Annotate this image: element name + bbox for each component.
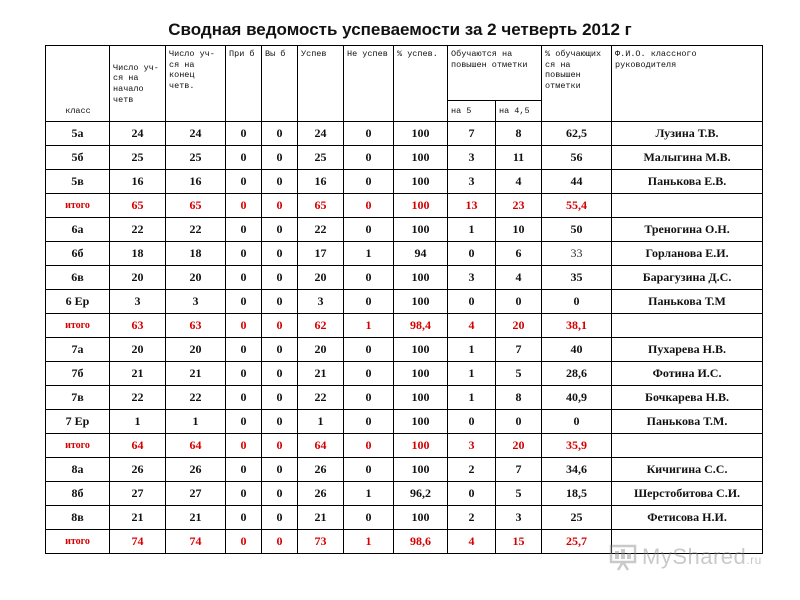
arrived-cell: 0 [226,386,262,410]
arrived-cell: 0 [226,146,262,170]
header-arrived: При б [226,46,262,122]
arrived-cell: 0 [226,266,262,290]
passing-cell: 22 [298,386,344,410]
teacher-cell: Фетисова Н.И. [612,506,763,530]
watermark-text: MyShared [642,544,747,569]
failing-cell: 0 [344,170,394,194]
students-start-cell: 16 [110,170,166,194]
students-end-cell: 3 [166,290,226,314]
passing-cell: 24 [298,122,344,146]
pct-passing-cell: 98,6 [394,530,448,554]
pct-passing-cell: 100 [394,290,448,314]
class-cell: 8б [46,482,110,506]
pct-advanced-cell: 34,6 [542,458,612,482]
pct-advanced-cell: 25,7 [542,530,612,554]
pct-advanced-cell: 0 [542,290,612,314]
pct-advanced-cell: 40,9 [542,386,612,410]
students-start-cell: 26 [110,458,166,482]
students-start-cell: 18 [110,242,166,266]
arrived-cell: 0 [226,170,262,194]
pct-advanced-cell: 50 [542,218,612,242]
table-row [46,506,763,530]
class-cell: итого [46,434,110,458]
left-cell: 0 [262,410,298,434]
arrived-cell: 0 [226,458,262,482]
students-start-cell: 65 [110,194,166,218]
teacher-cell: Шерстобитова С.И. [612,482,763,506]
teacher-cell [612,314,763,338]
students-end-cell: 18 [166,242,226,266]
header-teacher: Ф.И.О. классного руководителя [612,46,763,122]
class-cell: итого [46,314,110,338]
table-row [46,266,763,290]
students-start-cell: 1 [110,410,166,434]
left-cell: 0 [262,170,298,194]
grades-summary-table [45,45,763,554]
failing-cell: 0 [344,146,394,170]
students-start-cell: 21 [110,362,166,386]
students-end-cell: 74 [166,530,226,554]
header-on-5: на 5 [448,101,496,122]
students-end-cell: 65 [166,194,226,218]
on-4-5-cell: 10 [496,218,542,242]
passing-cell: 64 [298,434,344,458]
passing-cell: 21 [298,506,344,530]
passing-cell: 62 [298,314,344,338]
on-5-cell: 13 [448,194,496,218]
pct-passing-cell: 100 [394,122,448,146]
teacher-cell [612,434,763,458]
header-class: класс [46,46,110,122]
teacher-cell [612,194,763,218]
table-row [46,482,763,506]
on-5-cell: 3 [448,266,496,290]
students-start-cell: 27 [110,482,166,506]
on-5-cell: 0 [448,410,496,434]
left-cell: 0 [262,386,298,410]
passing-cell: 1 [298,410,344,434]
passing-cell: 22 [298,218,344,242]
pct-advanced-cell: 28,6 [542,362,612,386]
pct-passing-cell: 98,4 [394,314,448,338]
on-4-5-cell: 8 [496,386,542,410]
class-cell: 6 Ер [46,290,110,314]
arrived-cell: 0 [226,506,262,530]
students-end-cell: 21 [166,506,226,530]
header-left: Вы б [262,46,298,122]
teacher-cell: Кичигина С.С. [612,458,763,482]
total-row [46,434,763,458]
on-4-5-cell: 7 [496,338,542,362]
arrived-cell: 0 [226,290,262,314]
left-cell: 0 [262,362,298,386]
header-passing: Успев [298,46,344,122]
on-4-5-cell: 4 [496,170,542,194]
pct-advanced-cell: 25 [542,506,612,530]
teacher-cell: Барагузина Д.С. [612,266,763,290]
class-cell: 7б [46,362,110,386]
pct-passing-cell: 100 [394,338,448,362]
total-row [46,194,763,218]
header-advanced: Обучаются на повышен отметки [448,46,542,101]
on-4-5-cell: 4 [496,266,542,290]
on-5-cell: 0 [448,482,496,506]
on-4-5-cell: 15 [496,530,542,554]
header-students-start: Число уч-ся на начало четв [110,46,166,122]
total-row [46,314,763,338]
left-cell: 0 [262,482,298,506]
students-start-cell: 25 [110,146,166,170]
presentation-icon [608,542,638,572]
students-end-cell: 22 [166,218,226,242]
pct-passing-cell: 100 [394,386,448,410]
failing-cell: 1 [344,530,394,554]
teacher-cell: Треногина О.Н. [612,218,763,242]
teacher-cell: Панькова Т.М [612,290,763,314]
left-cell: 0 [262,266,298,290]
left-cell: 0 [262,314,298,338]
students-end-cell: 22 [166,386,226,410]
teacher-cell: Лузина Т.В. [612,122,763,146]
teacher-cell: Пухарева Н.В. [612,338,763,362]
class-cell: 6а [46,218,110,242]
teacher-cell: Панькова Е.В. [612,170,763,194]
students-end-cell: 63 [166,314,226,338]
left-cell: 0 [262,338,298,362]
failing-cell: 0 [344,386,394,410]
on-5-cell: 1 [448,386,496,410]
arrived-cell: 0 [226,434,262,458]
teacher-cell: Панькова Т.М. [612,410,763,434]
pct-advanced-cell: 38,1 [542,314,612,338]
on-4-5-cell: 20 [496,314,542,338]
passing-cell: 20 [298,266,344,290]
arrived-cell: 0 [226,362,262,386]
students-start-cell: 21 [110,506,166,530]
pct-advanced-cell: 40 [542,338,612,362]
pct-passing-cell: 100 [394,218,448,242]
header-failing: Не успев [344,46,394,122]
students-end-cell: 1 [166,410,226,434]
class-cell: 8в [46,506,110,530]
failing-cell: 0 [344,266,394,290]
pct-advanced-cell: 44 [542,170,612,194]
on-5-cell: 3 [448,434,496,458]
table-row [46,362,763,386]
on-5-cell: 2 [448,506,496,530]
class-cell: 6б [46,242,110,266]
arrived-cell: 0 [226,314,262,338]
teacher-cell: Фотина И.С. [612,362,763,386]
students-end-cell: 21 [166,362,226,386]
pct-advanced-cell: 56 [542,146,612,170]
class-cell: 6в [46,266,110,290]
left-cell: 0 [262,242,298,266]
students-start-cell: 64 [110,434,166,458]
failing-cell: 0 [344,362,394,386]
students-start-cell: 22 [110,386,166,410]
on-5-cell: 1 [448,338,496,362]
pct-advanced-cell: 35,9 [542,434,612,458]
students-end-cell: 26 [166,458,226,482]
left-cell: 0 [262,506,298,530]
pct-advanced-cell: 33 [542,242,612,266]
pct-advanced-cell: 0 [542,410,612,434]
table-row [46,170,763,194]
class-cell: 7а [46,338,110,362]
pct-passing-cell: 100 [394,458,448,482]
students-end-cell: 20 [166,266,226,290]
table-row [46,410,763,434]
pct-passing-cell: 100 [394,194,448,218]
watermark-ext: .ru [746,553,762,567]
on-4-5-cell: 5 [496,362,542,386]
passing-cell: 26 [298,482,344,506]
table-row [46,242,763,266]
arrived-cell: 0 [226,122,262,146]
on-4-5-cell: 23 [496,194,542,218]
header-pct-passing: % успев. [394,46,448,122]
pct-passing-cell: 100 [394,506,448,530]
failing-cell: 0 [344,338,394,362]
left-cell: 0 [262,146,298,170]
left-cell: 0 [262,218,298,242]
arrived-cell: 0 [226,338,262,362]
pct-passing-cell: 100 [394,410,448,434]
left-cell: 0 [262,530,298,554]
left-cell: 0 [262,434,298,458]
failing-cell: 0 [344,194,394,218]
failing-cell: 1 [344,242,394,266]
pct-passing-cell: 100 [394,362,448,386]
on-5-cell: 7 [448,122,496,146]
students-end-cell: 20 [166,338,226,362]
students-start-cell: 74 [110,530,166,554]
pct-passing-cell: 96,2 [394,482,448,506]
arrived-cell: 0 [226,482,262,506]
left-cell: 0 [262,290,298,314]
table-row [46,146,763,170]
on-5-cell: 0 [448,242,496,266]
students-start-cell: 20 [110,266,166,290]
pct-passing-cell: 100 [394,434,448,458]
table-row [46,122,763,146]
page-title: Сводная ведомость успеваемости за 2 четверть 2012 г [168,20,632,39]
on-5-cell: 1 [448,218,496,242]
on-4-5-cell: 20 [496,434,542,458]
students-start-cell: 63 [110,314,166,338]
passing-cell: 16 [298,170,344,194]
on-5-cell: 4 [448,314,496,338]
arrived-cell: 0 [226,242,262,266]
class-cell: 8а [46,458,110,482]
table-row [46,290,763,314]
failing-cell: 0 [344,506,394,530]
failing-cell: 1 [344,482,394,506]
passing-cell: 3 [298,290,344,314]
table-row [46,458,763,482]
class-cell: 7в [46,386,110,410]
failing-cell: 0 [344,122,394,146]
arrived-cell: 0 [226,410,262,434]
pct-advanced-cell: 18,5 [542,482,612,506]
passing-cell: 73 [298,530,344,554]
students-end-cell: 24 [166,122,226,146]
on-4-5-cell: 6 [496,242,542,266]
pct-passing-cell: 100 [394,266,448,290]
on-4-5-cell: 0 [496,410,542,434]
left-cell: 0 [262,458,298,482]
passing-cell: 21 [298,362,344,386]
pct-advanced-cell: 55,4 [542,194,612,218]
teacher-cell: Малыгина М.В. [612,146,763,170]
on-5-cell: 3 [448,146,496,170]
on-5-cell: 2 [448,458,496,482]
table-row [46,338,763,362]
students-end-cell: 64 [166,434,226,458]
on-4-5-cell: 3 [496,506,542,530]
students-start-cell: 24 [110,122,166,146]
passing-cell: 20 [298,338,344,362]
failing-cell: 0 [344,410,394,434]
on-4-5-cell: 5 [496,482,542,506]
class-cell: 5в [46,170,110,194]
class-cell: 7 Ер [46,410,110,434]
passing-cell: 25 [298,146,344,170]
pct-passing-cell: 94 [394,242,448,266]
class-cell: 5а [46,122,110,146]
left-cell: 0 [262,122,298,146]
failing-cell: 1 [344,314,394,338]
header-students-end: Число уч-ся на конец четв. [166,46,226,122]
header-pct-advanced: % обучающих ся на повышен отметки [542,46,612,122]
on-4-5-cell: 8 [496,122,542,146]
pct-passing-cell: 100 [394,170,448,194]
class-cell: итого [46,194,110,218]
on-5-cell: 4 [448,530,496,554]
passing-cell: 26 [298,458,344,482]
watermark [608,540,768,574]
students-start-cell: 20 [110,338,166,362]
students-start-cell: 3 [110,290,166,314]
class-cell: итого [46,530,110,554]
header-on-4-5: на 4,5 [496,101,542,122]
students-end-cell: 16 [166,170,226,194]
failing-cell: 0 [344,434,394,458]
class-cell: 5б [46,146,110,170]
on-4-5-cell: 11 [496,146,542,170]
teacher-cell: Бочкарева Н.В. [612,386,763,410]
table-row [46,218,763,242]
passing-cell: 65 [298,194,344,218]
students-end-cell: 25 [166,146,226,170]
on-5-cell: 0 [448,290,496,314]
students-end-cell: 27 [166,482,226,506]
pct-advanced-cell: 35 [542,266,612,290]
on-4-5-cell: 7 [496,458,542,482]
pct-advanced-cell: 62,5 [542,122,612,146]
passing-cell: 17 [298,242,344,266]
failing-cell: 0 [344,458,394,482]
failing-cell: 0 [344,290,394,314]
on-4-5-cell: 0 [496,290,542,314]
left-cell: 0 [262,194,298,218]
on-5-cell: 3 [448,170,496,194]
students-start-cell: 22 [110,218,166,242]
arrived-cell: 0 [226,194,262,218]
pct-passing-cell: 100 [394,146,448,170]
on-5-cell: 1 [448,362,496,386]
failing-cell: 0 [344,218,394,242]
teacher-cell: Горланова Е.И. [612,242,763,266]
table-row [46,386,763,410]
arrived-cell: 0 [226,218,262,242]
arrived-cell: 0 [226,530,262,554]
